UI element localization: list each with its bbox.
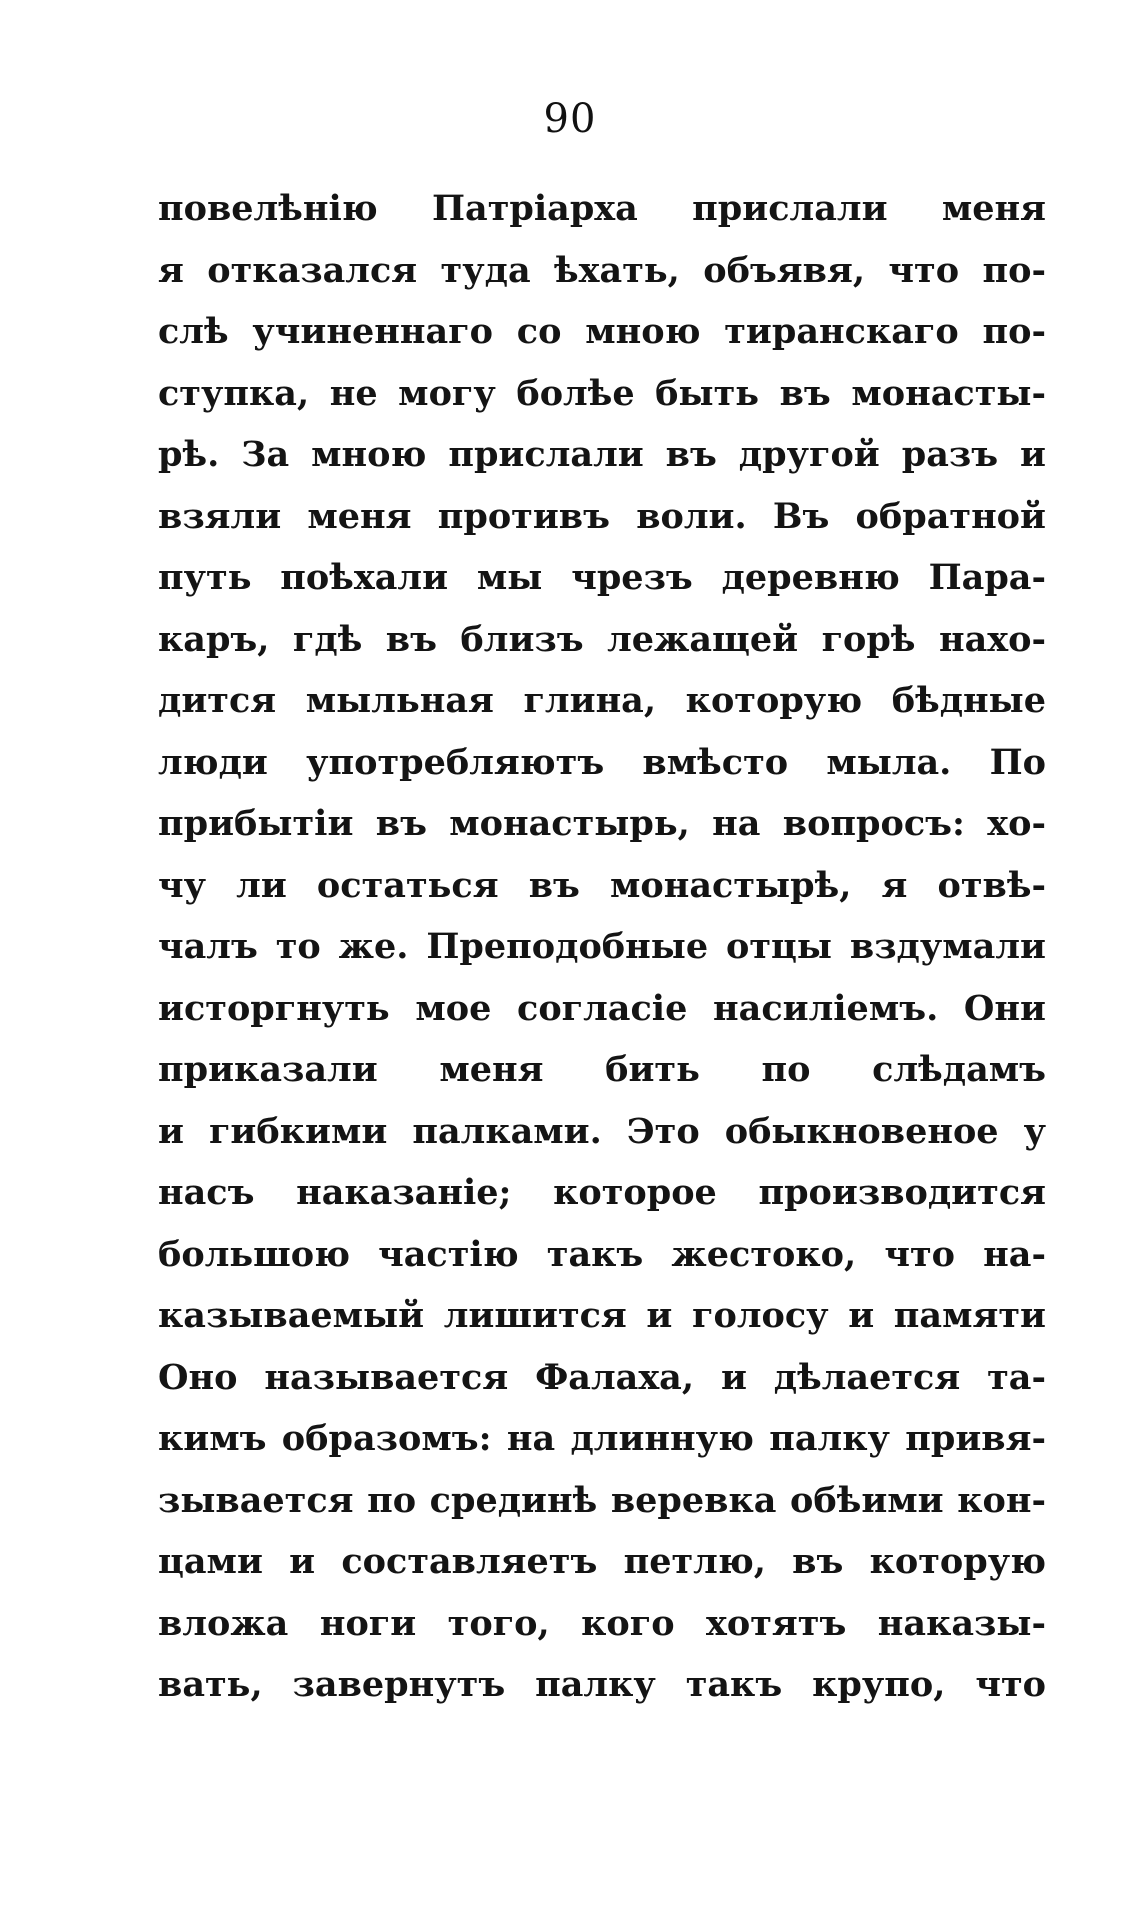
text-line-content: чу ли остаться въ монастырѣ, я отвѣ- bbox=[158, 864, 1046, 906]
text-line bbox=[158, 793, 1046, 855]
text-line-content: цами и составляетъ петлю, въ которую bbox=[158, 1541, 1046, 1582]
text-line bbox=[158, 978, 1046, 1040]
text-line bbox=[158, 670, 1046, 732]
text-line bbox=[158, 363, 1046, 425]
text-line-content: взяли меня противъ воли. Въ обратной bbox=[158, 495, 1046, 537]
text-line bbox=[158, 855, 1046, 917]
text-line-content: люди употребляютъ вмѣсто мыла. По bbox=[158, 741, 1046, 783]
text-line-content: Оно называется Фалаха, и дѣлается та- bbox=[158, 1356, 1046, 1398]
text-line bbox=[158, 1470, 1046, 1532]
text-line-content: вать, завернутъ палку такъ крупо, что bbox=[158, 1664, 1046, 1705]
text-line-content: прибытіи въ монастырь, на вопросъ: хо- bbox=[158, 803, 1046, 844]
text-line-content: вложа ноги того, кого хотятъ наказы- bbox=[158, 1602, 1046, 1644]
text-line bbox=[158, 1654, 1046, 1716]
text-line-content: рѣ. За мною прислали въ другой разъ и bbox=[158, 434, 1046, 475]
text-line bbox=[158, 1285, 1046, 1347]
text-line-content: зывается по срединѣ веревка обѣими кон- bbox=[158, 1479, 1046, 1521]
text-line bbox=[158, 301, 1046, 363]
text-line-content: путь поѣхали мы чрезъ деревню Пара- bbox=[158, 557, 1046, 598]
text-line bbox=[158, 424, 1046, 486]
text-line-content: ступка, не могу болѣе быть въ монасты- bbox=[158, 372, 1046, 414]
text-line-content: каръ, гдѣ въ близъ лежащей горѣ нахо- bbox=[158, 618, 1046, 660]
text-line-content: кимъ образомъ: на длинную палку привя- bbox=[158, 1418, 1046, 1459]
text-line bbox=[158, 609, 1046, 671]
text-line bbox=[158, 1347, 1046, 1409]
text-line-content: и гибкими палками. Это обыкновеное у bbox=[158, 1110, 1046, 1152]
text-line-content: большою частію такъ жестоко, что на- bbox=[158, 1233, 1046, 1275]
text-line bbox=[158, 1162, 1046, 1224]
text-line bbox=[158, 1101, 1046, 1163]
text-line bbox=[158, 1593, 1046, 1655]
text-line bbox=[158, 178, 1046, 240]
text-line bbox=[158, 1224, 1046, 1286]
text-line bbox=[158, 916, 1046, 978]
text-line bbox=[158, 240, 1046, 302]
page-number: 90 bbox=[543, 96, 597, 142]
text-line-content: насъ наказаніе; которое производится bbox=[158, 1172, 1046, 1213]
text-line bbox=[158, 486, 1046, 548]
body-text bbox=[158, 178, 1046, 1716]
text-line bbox=[158, 1408, 1046, 1470]
text-line-content: исторгнуть мое согласіе насиліемъ. Они bbox=[158, 987, 1046, 1029]
text-line bbox=[158, 547, 1046, 609]
text-line-content: приказали меня бить по слѣдамъ bbox=[158, 1049, 1046, 1090]
text-line bbox=[158, 1531, 1046, 1593]
text-line-content: казываемый лишится и голосу и памяти bbox=[158, 1295, 1046, 1336]
text-line-content: повелѣнію Патріарха прислали меня bbox=[158, 188, 1046, 229]
text-line bbox=[158, 732, 1046, 794]
text-line-content: чалъ то же. Преподобные отцы вздумали bbox=[158, 926, 1046, 967]
text-line-content: я отказался туда ѣхать, объявя, что по- bbox=[158, 249, 1046, 291]
text-line bbox=[158, 1039, 1046, 1101]
text-line-content: слѣ учиненнаго со мною тиранскаго по- bbox=[158, 311, 1046, 352]
text-line-content: дится мыльная глина, которую бѣдные bbox=[158, 680, 1046, 721]
